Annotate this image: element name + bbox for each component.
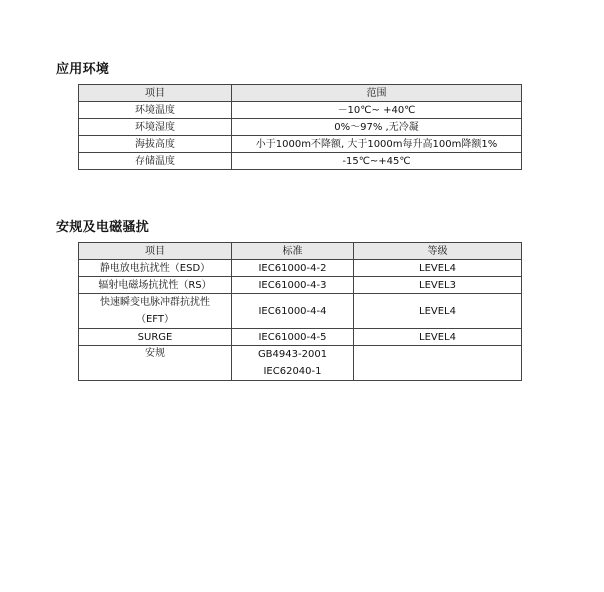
row-standard-line: GB4943-2001 xyxy=(257,349,328,360)
table-row xyxy=(79,119,522,136)
row-level xyxy=(354,346,522,381)
column-header-range: 范围 xyxy=(232,85,522,102)
row-label: SURGE xyxy=(79,329,232,346)
table-row xyxy=(79,102,522,119)
row-level: LEVEL3 xyxy=(354,277,522,294)
table-row xyxy=(79,153,522,170)
row-level: LEVEL4 xyxy=(354,329,522,346)
row-label-line: （EFT） xyxy=(135,314,174,325)
row-label: 海拔高度 xyxy=(79,136,232,153)
row-value: 小于1000m不降额, 大于1000m每升高100m降额1% xyxy=(232,136,522,153)
table-row xyxy=(79,277,522,294)
row-value: －10℃~ +40℃ xyxy=(232,102,522,119)
row-label: 安规 xyxy=(79,346,232,381)
row-value: -15℃~+45℃ xyxy=(232,153,522,170)
table-row xyxy=(79,294,522,329)
column-header-item: 项目 xyxy=(79,243,232,260)
row-label: 辐射电磁场抗扰性（RS） xyxy=(79,277,232,294)
column-header-standard: 标准 xyxy=(232,243,354,260)
row-standard: IEC61000-4-2 xyxy=(232,260,354,277)
table-row xyxy=(79,136,522,153)
row-label: 环境温度 xyxy=(79,102,232,119)
row-label-line: 快速瞬变电脉冲群抗扰性 xyxy=(100,297,210,308)
row-value: 0%～97% ,无冷凝 xyxy=(232,119,522,136)
environment-table xyxy=(78,84,522,170)
table-row xyxy=(79,346,522,381)
row-level: LEVEL4 xyxy=(354,294,522,329)
row-label: 静电放电抗扰性（ESD） xyxy=(79,260,232,277)
section-title-safety-emc: 安规及电磁骚扰 xyxy=(56,220,150,235)
row-label: 存储温度 xyxy=(79,153,232,170)
column-header-item: 项目 xyxy=(79,85,232,102)
table-header-row xyxy=(79,243,522,260)
row-label: 环境湿度 xyxy=(79,119,232,136)
row-standard: IEC61000-4-4 xyxy=(232,294,354,329)
section-title-environment: 应用环境 xyxy=(56,62,110,77)
row-level: LEVEL4 xyxy=(354,260,522,277)
table-row xyxy=(79,260,522,277)
row-standard-line: IEC62040-1 xyxy=(263,366,322,377)
column-header-level: 等级 xyxy=(354,243,522,260)
row-standard: IEC61000-4-3 xyxy=(232,277,354,294)
table-row xyxy=(79,329,522,346)
row-label xyxy=(79,294,232,329)
row-standard xyxy=(232,346,354,381)
safety-emc-table xyxy=(78,242,522,381)
row-standard: IEC61000-4-5 xyxy=(232,329,354,346)
table-header-row xyxy=(79,85,522,102)
